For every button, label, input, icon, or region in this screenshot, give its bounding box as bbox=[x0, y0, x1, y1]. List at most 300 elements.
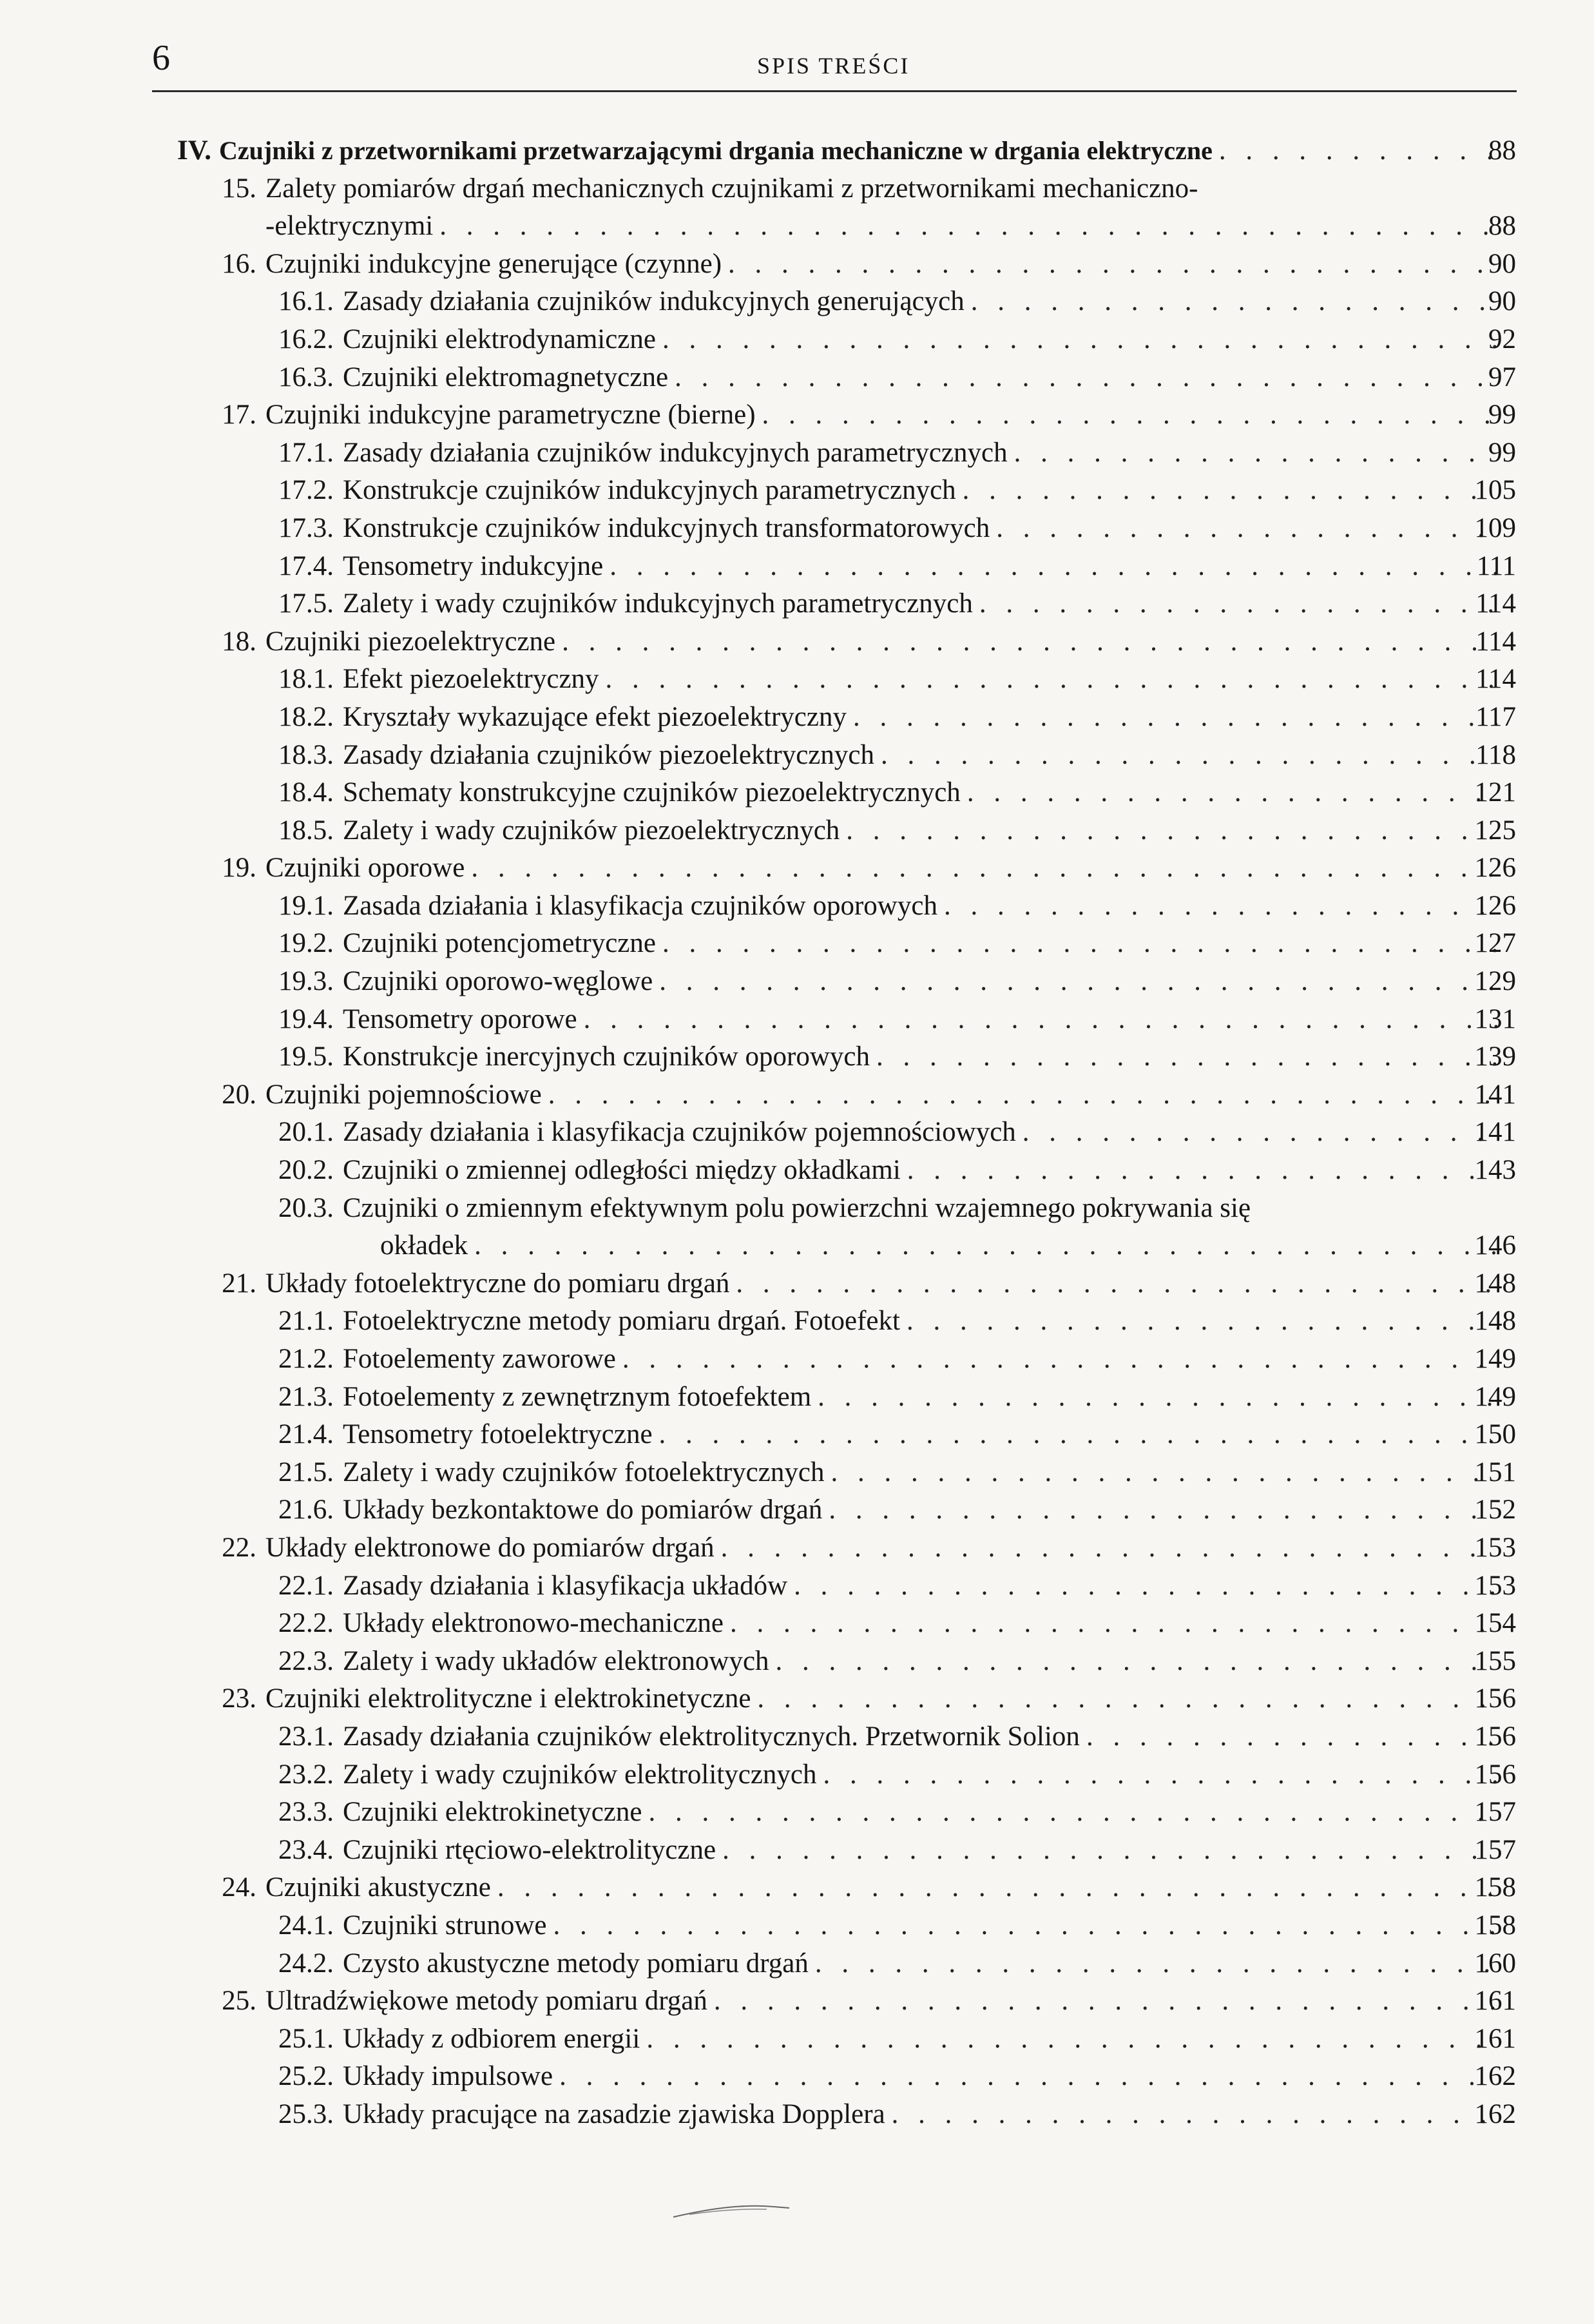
dot-leader bbox=[646, 2020, 1497, 2058]
dot-leader bbox=[907, 1152, 1497, 1190]
toc-page-number: 157 bbox=[1474, 1797, 1516, 1828]
toc-entry-row[interactable] bbox=[0, 548, 1594, 586]
dot-leader bbox=[722, 1832, 1497, 1870]
toc-entry-title: Zasady działania czujników indukcyjnych generujących bbox=[343, 286, 965, 317]
toc-entry-content bbox=[343, 925, 1497, 963]
dot-leader bbox=[794, 1567, 1497, 1605]
toc-entry-row[interactable] bbox=[0, 1190, 1594, 1228]
toc-entry-number: 18.2. bbox=[278, 701, 334, 732]
dot-leader bbox=[562, 623, 1497, 661]
toc-entry-content bbox=[343, 1832, 1497, 1870]
dot-leader bbox=[728, 246, 1497, 284]
toc-entry-title: -elektrycznymi bbox=[265, 211, 434, 242]
toc-entry-content bbox=[343, 1794, 1497, 1832]
dot-leader bbox=[1219, 132, 1491, 170]
toc-entry-row[interactable] bbox=[0, 1567, 1594, 1605]
toc-entry-row[interactable] bbox=[0, 1341, 1594, 1379]
toc-entry-title: Tensometry oporowe bbox=[343, 1003, 577, 1034]
toc-entry-content bbox=[343, 1643, 1497, 1681]
dot-leader bbox=[1014, 434, 1497, 472]
toc-entry-content bbox=[343, 812, 1497, 850]
header-rule bbox=[152, 90, 1517, 92]
toc-entry-number: 16.2. bbox=[278, 324, 334, 354]
toc-entry-row[interactable] bbox=[0, 1832, 1594, 1870]
toc-page-number: 156 bbox=[1474, 1721, 1516, 1752]
toc-entry-row[interactable] bbox=[0, 1680, 1594, 1718]
toc-page-number: 157 bbox=[1474, 1834, 1516, 1865]
toc-page-number: 92 bbox=[1488, 324, 1516, 354]
toc-page-number: 162 bbox=[1474, 2098, 1516, 2129]
toc-page-number: 129 bbox=[1474, 966, 1516, 997]
dot-leader bbox=[471, 849, 1497, 887]
toc-entry-row[interactable] bbox=[0, 246, 1594, 284]
toc-entry-number: 20.1. bbox=[278, 1117, 334, 1148]
toc-entry-number: 25.1. bbox=[278, 2023, 334, 2054]
toc-entry-title: Ultradźwiękowe metody pomiaru drgań bbox=[265, 1986, 707, 2017]
toc-page-number: 114 bbox=[1475, 588, 1516, 619]
toc-entry-row[interactable] bbox=[0, 1529, 1594, 1567]
toc-entry-title: Konstrukcje inercyjnych czujników oporowych bbox=[343, 1041, 870, 1072]
toc-entry-title: Kryształy wykazujące efekt piezoelektryczny bbox=[343, 701, 847, 732]
toc-entry-row[interactable] bbox=[0, 1907, 1594, 1945]
dot-leader bbox=[876, 1038, 1497, 1076]
toc-entry-row[interactable] bbox=[0, 1945, 1594, 1983]
dot-leader bbox=[776, 1643, 1497, 1681]
toc-entry-number: 25.2. bbox=[278, 2061, 334, 2092]
toc-entry-content bbox=[343, 1567, 1497, 1605]
toc-entry-title: Czujniki oporowe bbox=[265, 853, 465, 884]
toc-entry-number: 19.4. bbox=[278, 1003, 334, 1034]
toc-entry-row[interactable] bbox=[0, 699, 1594, 737]
toc-entry-content bbox=[265, 208, 1497, 246]
dot-leader bbox=[944, 887, 1497, 925]
toc-entry-number: 20.3. bbox=[278, 1192, 334, 1223]
toc-entry-title: Tensometry indukcyjne bbox=[343, 550, 604, 581]
toc-page-number: 90 bbox=[1488, 286, 1516, 317]
dot-leader bbox=[815, 1945, 1497, 1983]
toc-page-number: 154 bbox=[1474, 1608, 1516, 1639]
toc-entry-number: IV. bbox=[177, 135, 211, 166]
toc-entry-row[interactable] bbox=[0, 1038, 1594, 1076]
toc-entry-content bbox=[265, 1265, 1497, 1303]
toc-page-number: 97 bbox=[1488, 362, 1516, 392]
toc-entry-content bbox=[343, 1038, 1497, 1076]
toc-page-number: 146 bbox=[1474, 1230, 1516, 1261]
dot-leader bbox=[497, 1869, 1497, 1907]
toc-entry-content bbox=[343, 283, 1497, 321]
toc-entry-number: 17.3. bbox=[278, 512, 334, 543]
dot-leader bbox=[963, 472, 1497, 510]
toc-entry-row[interactable] bbox=[0, 1605, 1594, 1643]
toc-entry-number: 23.3. bbox=[278, 1797, 334, 1828]
toc-entry-row[interactable] bbox=[0, 283, 1594, 321]
toc-entry-number: 16. bbox=[222, 248, 256, 279]
toc-entry-number: 21.1. bbox=[278, 1306, 334, 1337]
dot-leader bbox=[714, 1982, 1497, 2020]
toc-entry-title: Czujniki potencjometryczne bbox=[343, 928, 656, 959]
toc-entry-title: Zalety pomiarów drgań mechanicznych czujnikami z przetwornikami mechaniczno- bbox=[265, 173, 1198, 204]
toc-entry-content bbox=[265, 246, 1497, 284]
toc-entry-content bbox=[343, 359, 1497, 397]
toc-entry-number: 18.5. bbox=[278, 815, 334, 846]
toc-entry-title: Czujniki akustyczne bbox=[265, 1872, 491, 1903]
toc-page-number: 150 bbox=[1474, 1419, 1516, 1450]
toc-page-number: 88 bbox=[1488, 135, 1516, 166]
toc-entry-number: 24. bbox=[222, 1872, 256, 1903]
dot-leader bbox=[559, 2058, 1497, 2096]
dot-leader bbox=[736, 1265, 1497, 1303]
toc-page-number: 151 bbox=[1474, 1457, 1516, 1487]
toc-page-number: 161 bbox=[1474, 2023, 1516, 2054]
toc-entry-title: Zalety i wady czujników elektrolitycznych bbox=[343, 1759, 817, 1790]
toc-entry-title: Czujniki o zmiennej odległości między okładkami bbox=[343, 1155, 901, 1186]
toc-entry-title: Układy bezkontaktowe do pomiarów drgań bbox=[343, 1495, 823, 1525]
toc-entry-title: Zalety i wady czujników fotoelektrycznych bbox=[343, 1457, 825, 1487]
toc-page-number: 131 bbox=[1474, 1003, 1516, 1034]
toc-entry-content bbox=[380, 1227, 1497, 1265]
toc-entry-title: Czujniki elektrokinetyczne bbox=[343, 1797, 642, 1828]
toc-entry-title: Zasady działania i klasyfikacja czujników pojemnościowych bbox=[343, 1117, 1016, 1148]
toc-entry-row[interactable] bbox=[0, 623, 1594, 661]
toc-entry-number: 18.3. bbox=[278, 739, 334, 770]
toc-page-number: 90 bbox=[1488, 248, 1516, 279]
toc-entry-title: Układy pracujące na zasadzie zjawiska Dopplera bbox=[343, 2098, 885, 2129]
toc-entry-title: Schematy konstrukcyjne czujników piezoelektrycznych bbox=[343, 777, 961, 808]
toc-entry-title: Czujniki piezoelektryczne bbox=[265, 626, 556, 657]
toc-page-number: 162 bbox=[1474, 2061, 1516, 2092]
toc-page-number: 156 bbox=[1474, 1759, 1516, 1790]
toc-entry-title: Czujniki z przetwornikami przetwarzającymi drgania mechaniczne w drgania elektryczne bbox=[219, 136, 1213, 165]
toc-page-number: 114 bbox=[1475, 626, 1516, 657]
toc-entry-number: 19.2. bbox=[278, 928, 334, 959]
toc-entry-row[interactable] bbox=[0, 1756, 1594, 1794]
toc-entry-number: 22.1. bbox=[278, 1570, 334, 1601]
toc-page-number: 88 bbox=[1488, 211, 1516, 242]
toc-entry-number: 21.6. bbox=[278, 1495, 334, 1525]
toc-entry-content bbox=[265, 1529, 1497, 1567]
toc-entry-row[interactable] bbox=[0, 1265, 1594, 1303]
dot-leader bbox=[996, 510, 1497, 548]
toc-entry-row[interactable] bbox=[0, 2096, 1594, 2134]
toc-page-number: 141 bbox=[1474, 1117, 1516, 1148]
toc-page-number: 126 bbox=[1474, 853, 1516, 884]
dot-leader bbox=[892, 2096, 1497, 2134]
toc-entry-content bbox=[343, 1491, 1497, 1529]
dot-leader bbox=[881, 737, 1497, 775]
toc-entry-content bbox=[343, 963, 1497, 1001]
dot-leader bbox=[757, 1680, 1497, 1718]
toc-entry-title: Tensometry fotoelektryczne bbox=[343, 1419, 653, 1450]
toc-entry-content bbox=[343, 661, 1497, 699]
toc-entry-row[interactable] bbox=[0, 849, 1594, 887]
dot-leader bbox=[1023, 1114, 1497, 1152]
toc-entry-number: 23.4. bbox=[278, 1834, 334, 1865]
toc-page-number: 141 bbox=[1474, 1079, 1516, 1110]
toc-entry-title: Układy elektronowo-mechaniczne bbox=[343, 1608, 724, 1639]
toc-entry-number: 25. bbox=[222, 1986, 256, 2017]
toc-entry-number: 24.1. bbox=[278, 1910, 334, 1941]
toc-entry-row[interactable] bbox=[0, 1416, 1594, 1454]
toc-entry-title: Zasady działania czujników elektrolitycznych. Przetwornik Solion bbox=[343, 1721, 1080, 1752]
toc-entry-content bbox=[265, 396, 1497, 434]
dot-leader bbox=[979, 585, 1497, 623]
toc-entry-row[interactable] bbox=[0, 1379, 1594, 1417]
toc-entry-number: 19.3. bbox=[278, 966, 334, 997]
toc-entry-content bbox=[343, 585, 1497, 623]
toc-entry-content bbox=[343, 1302, 1497, 1341]
toc-entry-title: Zalety i wady czujników indukcyjnych parametrycznych bbox=[343, 588, 973, 619]
dot-leader bbox=[659, 1416, 1497, 1454]
toc-entry-number: 20. bbox=[222, 1079, 256, 1110]
toc-entry-number: 25.3. bbox=[278, 2098, 334, 2129]
dot-leader bbox=[762, 396, 1497, 434]
dot-leader bbox=[548, 1076, 1497, 1114]
toc-page-number: 155 bbox=[1474, 1645, 1516, 1676]
toc-entry-content bbox=[343, 737, 1497, 775]
toc-entry-title: Czujniki strunowe bbox=[343, 1910, 547, 1941]
toc-entry-number: 20.2. bbox=[278, 1155, 334, 1186]
toc-page-number: 111 bbox=[1476, 550, 1516, 581]
toc-entry-row[interactable] bbox=[0, 887, 1594, 925]
toc-entry-number: 22. bbox=[222, 1532, 256, 1563]
page-number: 6 bbox=[152, 38, 170, 78]
toc-page-number: 152 bbox=[1474, 1495, 1516, 1525]
dot-leader bbox=[584, 1001, 1497, 1039]
toc-entry-title: Czujniki elektrodynamiczne bbox=[343, 324, 656, 354]
toc-entry-title: Układy z odbiorem energii bbox=[343, 2023, 640, 2054]
toc-entry-number: 22.3. bbox=[278, 1645, 334, 1676]
toc-entry-title: Konstrukcje czujników indukcyjnych transformatorowych bbox=[343, 512, 990, 543]
toc-entry-row[interactable] bbox=[0, 1869, 1594, 1907]
toc-entry-content bbox=[265, 170, 1497, 208]
toc-page-number: 149 bbox=[1474, 1344, 1516, 1374]
toc-entry-content bbox=[343, 2058, 1497, 2096]
toc-entry-content bbox=[343, 1605, 1497, 1643]
dot-leader bbox=[846, 812, 1497, 850]
toc-entry-row[interactable] bbox=[0, 434, 1594, 472]
toc-entry-content bbox=[343, 321, 1497, 359]
toc-page-number: 158 bbox=[1474, 1872, 1516, 1903]
dot-leader bbox=[662, 321, 1497, 359]
dot-leader bbox=[730, 1605, 1497, 1643]
toc-entry-title: Fotoelektryczne metody pomiaru drgań. Fotoefekt bbox=[343, 1306, 900, 1337]
toc-entry-row[interactable] bbox=[0, 208, 1594, 246]
dot-leader bbox=[439, 208, 1497, 246]
toc-entry-content bbox=[265, 1869, 1497, 1907]
toc-entry-number: 17.2. bbox=[278, 475, 334, 506]
toc-entry-row[interactable] bbox=[0, 1076, 1594, 1114]
dot-leader bbox=[1086, 1718, 1497, 1756]
toc-page-number: 127 bbox=[1474, 928, 1516, 959]
running-header-title: SPIS TREŚCI bbox=[757, 53, 910, 79]
toc-page-number: 149 bbox=[1474, 1381, 1516, 1412]
toc-entry-number: 17.5. bbox=[278, 588, 334, 619]
toc-page-number: 117 bbox=[1475, 701, 1516, 732]
toc-entry-title: Zalety i wady układów elektronowych bbox=[343, 1645, 769, 1676]
dot-leader bbox=[967, 774, 1497, 812]
toc-entry-title: Zasady działania i klasyfikacja układów bbox=[343, 1570, 788, 1601]
toc-entry-content bbox=[343, 1114, 1497, 1152]
toc-entry-row[interactable] bbox=[0, 737, 1594, 775]
toc-entry-content bbox=[343, 1756, 1497, 1794]
toc-entry-title: Konstrukcje czujników indukcyjnych parametrycznych bbox=[343, 475, 956, 506]
toc-entry-content bbox=[343, 1907, 1497, 1945]
toc-entry-number: 24.2. bbox=[278, 1948, 334, 1979]
toc-page-number: 153 bbox=[1474, 1570, 1516, 1601]
toc-entry-number: 17.1. bbox=[278, 437, 334, 468]
dot-leader bbox=[907, 1302, 1497, 1341]
toc-entry-row[interactable] bbox=[0, 1001, 1594, 1039]
toc-page-number: 105 bbox=[1474, 475, 1516, 506]
toc-entry-title: Fotoelementy zaworowe bbox=[343, 1344, 616, 1374]
toc-entry-row[interactable] bbox=[0, 359, 1594, 397]
toc-entry-content bbox=[265, 1982, 1497, 2020]
toc-entry-title: Zalety i wady czujników piezoelektrycznych bbox=[343, 815, 840, 846]
dot-leader bbox=[831, 1454, 1497, 1492]
toc-entry-number: 17. bbox=[222, 400, 256, 431]
dot-leader bbox=[610, 548, 1497, 586]
pen-mark-decoration bbox=[670, 2203, 792, 2220]
dot-leader bbox=[829, 1491, 1497, 1529]
toc-page-number: 153 bbox=[1474, 1532, 1516, 1563]
toc-entry-title: Zasady działania czujników indukcyjnych parametrycznych bbox=[343, 437, 1008, 468]
toc-page-number: 125 bbox=[1474, 815, 1516, 846]
dot-leader bbox=[648, 1794, 1497, 1832]
toc-entry-row[interactable] bbox=[0, 925, 1594, 963]
toc-page-number: 143 bbox=[1474, 1155, 1516, 1186]
toc-page-number: 139 bbox=[1474, 1041, 1516, 1072]
toc-entry-title: Czujniki indukcyjne generujące (czynne) bbox=[265, 248, 722, 279]
toc-page-number: 109 bbox=[1474, 512, 1516, 543]
toc-entry-content bbox=[343, 1718, 1497, 1756]
toc-entry-row[interactable] bbox=[0, 1794, 1594, 1832]
toc-entry-title: Czysto akustyczne metody pomiaru drgań bbox=[343, 1948, 809, 1979]
toc-entry-content bbox=[343, 2096, 1497, 2134]
toc-entry-title: Zasady działania czujników piezoelektrycznych bbox=[343, 739, 874, 770]
toc-entry-number: 16.3. bbox=[278, 362, 334, 392]
toc-entry-number: 23.2. bbox=[278, 1759, 334, 1790]
toc-entry-row[interactable] bbox=[0, 1114, 1594, 1152]
dot-leader bbox=[675, 359, 1497, 397]
toc-entry-number: 21.3. bbox=[278, 1381, 334, 1412]
toc-entry-title: Zasada działania i klasyfikacja czujników oporowych bbox=[343, 890, 937, 921]
toc-page-number: 99 bbox=[1488, 400, 1516, 431]
dot-leader bbox=[971, 283, 1497, 321]
toc-page-number: 156 bbox=[1474, 1683, 1516, 1714]
toc-entry-row[interactable] bbox=[0, 661, 1594, 699]
toc-entry-row[interactable] bbox=[0, 1152, 1594, 1190]
toc-entry-number: 18. bbox=[222, 626, 256, 657]
toc-page-number: 99 bbox=[1488, 437, 1516, 468]
toc-entry-row[interactable] bbox=[0, 1718, 1594, 1756]
toc-entry-row[interactable] bbox=[0, 1454, 1594, 1492]
toc-entry-title: okładek bbox=[380, 1230, 468, 1261]
toc-page-number: 148 bbox=[1474, 1268, 1516, 1299]
dot-leader bbox=[474, 1227, 1497, 1265]
toc-entry-title: Czujniki elektrolityczne i elektrokinetyczne bbox=[265, 1683, 751, 1714]
dot-leader bbox=[818, 1379, 1497, 1417]
toc-entry-content bbox=[219, 132, 1491, 170]
toc-page-number: 126 bbox=[1474, 890, 1516, 921]
toc-page-number: 160 bbox=[1474, 1948, 1516, 1979]
toc-entry-row[interactable] bbox=[0, 963, 1594, 1001]
dot-leader bbox=[606, 661, 1497, 699]
dot-leader bbox=[721, 1529, 1497, 1567]
toc-entry-number: 19.1. bbox=[278, 890, 334, 921]
toc-entry-number: 23. bbox=[222, 1683, 256, 1714]
toc-entry-row[interactable] bbox=[0, 1302, 1594, 1341]
toc-entry-row[interactable] bbox=[0, 1982, 1594, 2020]
toc-entry-row[interactable] bbox=[0, 1643, 1594, 1681]
toc-entry-number: 21.5. bbox=[278, 1457, 334, 1487]
dot-leader bbox=[622, 1341, 1497, 1379]
toc-entry-content bbox=[343, 2020, 1497, 2058]
toc-chapter-row[interactable] bbox=[0, 132, 1594, 170]
table-of-contents bbox=[0, 132, 1594, 2133]
toc-entry-title: Czujniki elektromagnetyczne bbox=[343, 362, 669, 392]
toc-entry-content bbox=[343, 774, 1497, 812]
toc-entry-content bbox=[343, 472, 1497, 510]
toc-entry-number: 19. bbox=[222, 853, 256, 884]
toc-entry-content bbox=[265, 1680, 1497, 1718]
toc-page-number: 148 bbox=[1474, 1306, 1516, 1337]
toc-entry-content bbox=[343, 1341, 1497, 1379]
toc-entry-row[interactable] bbox=[0, 472, 1594, 510]
toc-entry-content bbox=[343, 510, 1497, 548]
toc-page-number: 118 bbox=[1475, 739, 1516, 770]
toc-entry-content bbox=[265, 1076, 1497, 1114]
toc-entry-row[interactable] bbox=[0, 585, 1594, 623]
toc-entry-title: Układy elektronowe do pomiarów drgań bbox=[265, 1532, 715, 1563]
toc-entry-title: Fotoelementy z zewnętrznym fotoefektem bbox=[343, 1381, 812, 1412]
toc-entry-content bbox=[343, 548, 1497, 586]
toc-entry-content bbox=[343, 1454, 1497, 1492]
toc-entry-content bbox=[265, 849, 1497, 887]
toc-page-number: 158 bbox=[1474, 1910, 1516, 1941]
toc-entry-row[interactable] bbox=[0, 774, 1594, 812]
toc-entry-number: 18.1. bbox=[278, 664, 334, 695]
toc-entry-title: Czujniki o zmiennym efektywnym polu powierzchni wzajemnego pokrywania się bbox=[343, 1192, 1251, 1223]
toc-entry-row[interactable] bbox=[0, 170, 1594, 208]
toc-entry-row[interactable] bbox=[0, 812, 1594, 850]
toc-entry-row[interactable] bbox=[0, 1491, 1594, 1529]
toc-entry-row[interactable] bbox=[0, 510, 1594, 548]
toc-entry-number: 21. bbox=[222, 1268, 256, 1299]
toc-entry-title: Efekt piezoelektryczny bbox=[343, 664, 599, 695]
toc-entry-row[interactable] bbox=[0, 1227, 1594, 1265]
toc-entry-row[interactable] bbox=[0, 321, 1594, 359]
toc-entry-row[interactable] bbox=[0, 2020, 1594, 2058]
toc-entry-number: 22.2. bbox=[278, 1608, 334, 1639]
toc-entry-title: Czujniki rtęciowo-elektrolityczne bbox=[343, 1834, 716, 1865]
toc-entry-content bbox=[343, 1945, 1497, 1983]
toc-entry-content bbox=[343, 1001, 1497, 1039]
toc-page-number: 114 bbox=[1475, 664, 1516, 695]
toc-page-number: 121 bbox=[1474, 777, 1516, 808]
toc-entry-content bbox=[343, 1379, 1497, 1417]
toc-entry-title: Czujniki oporowo-węglowe bbox=[343, 966, 653, 997]
toc-entry-title: Czujniki pojemnościowe bbox=[265, 1079, 542, 1110]
toc-entry-number: 21.4. bbox=[278, 1419, 334, 1450]
toc-entry-content bbox=[343, 699, 1497, 737]
toc-entry-content bbox=[265, 623, 1497, 661]
toc-entry-row[interactable] bbox=[0, 2058, 1594, 2096]
toc-entry-row[interactable] bbox=[0, 396, 1594, 434]
toc-entry-number: 19.5. bbox=[278, 1041, 334, 1072]
toc-entry-number: 23.1. bbox=[278, 1721, 334, 1752]
toc-page-number: 161 bbox=[1474, 1986, 1516, 2017]
toc-entry-content bbox=[343, 1416, 1497, 1454]
